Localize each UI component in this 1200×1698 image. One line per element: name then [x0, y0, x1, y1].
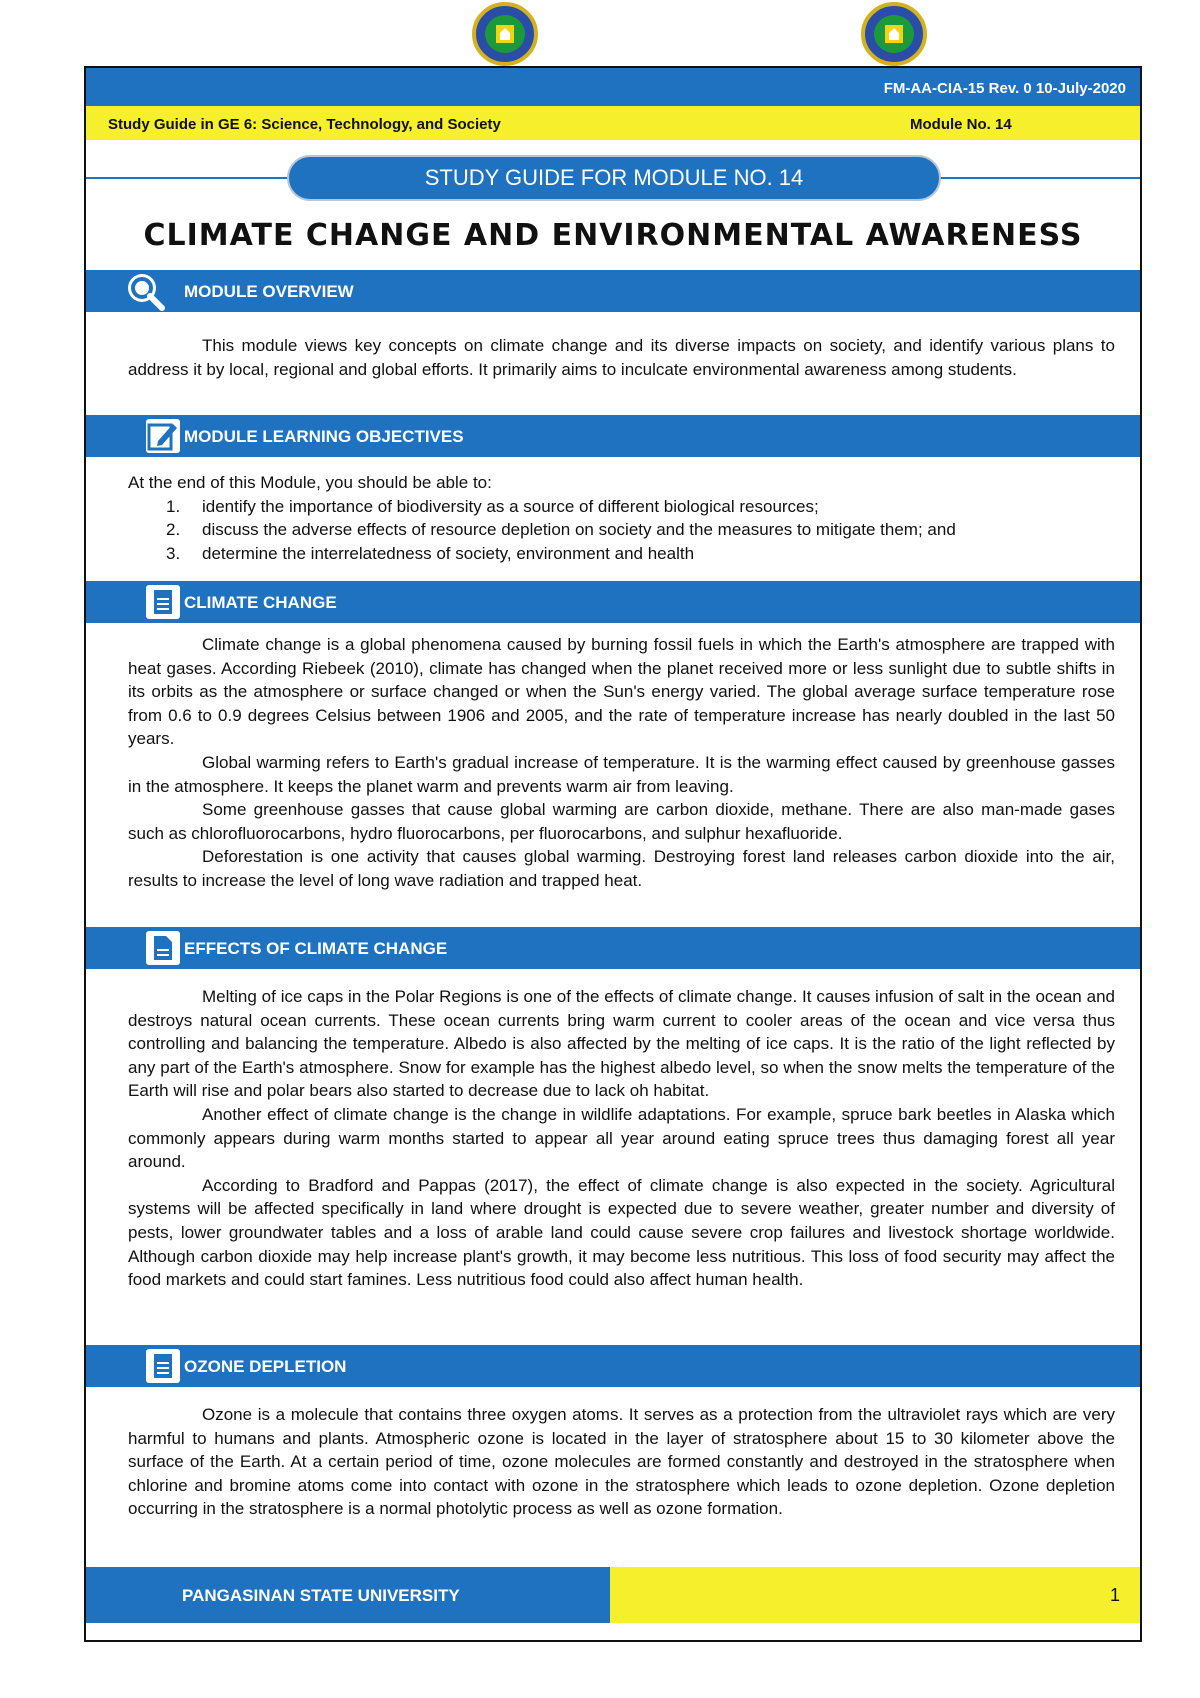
- paragraph: Deforestation is one activity that causes global warming. Destroying forest land releases carbon dioxide into the air, results to increase the level of long wave radiation and trapped heat.: [128, 847, 1115, 890]
- document-icon: [146, 931, 180, 965]
- module-number: Module No. 14: [910, 116, 1012, 133]
- guide-title: Study Guide in GE 6: Science, Technology, and Society: [108, 116, 501, 133]
- section-title: EFFECTS OF CLIMATE CHANGE: [184, 939, 448, 958]
- section-header-climate-change: [86, 581, 1140, 623]
- footer-page-bar: [610, 1567, 1140, 1623]
- list-item: 3. determine the interrelatedness of society, environment and health: [166, 543, 695, 563]
- section-header-objectives: [86, 415, 1140, 457]
- page-title: CLIMATE CHANGE AND ENVIRONMENTAL AWARENESS: [143, 218, 1083, 253]
- magnifier-icon: [124, 270, 166, 312]
- objectives-list: [128, 495, 1115, 566]
- form-code: FM-AA-CIA-15 Rev. 0 10-July-2020: [883, 80, 1126, 97]
- objectives-text: [128, 471, 1115, 565]
- effects-text: [128, 985, 1115, 1292]
- climate-change-text: [128, 633, 1115, 893]
- header-top-bar: [86, 68, 1140, 106]
- header-subject-bar: [86, 106, 1140, 140]
- list-item: 2. discuss the adverse effects of resource depletion on society and the measures to mitigate them; and: [166, 520, 956, 540]
- section-title: CLIMATE CHANGE: [184, 593, 337, 612]
- paragraph: Another effect of climate change is the change in wildlife adaptations. For example, spruce bark beetles in Alaska which commonly appears during warm months started to appear all year around eating spruce trees thus damaging forest all year around.: [128, 1104, 1115, 1172]
- page-number: 1: [1109, 1585, 1120, 1605]
- section-title: MODULE OVERVIEW: [184, 282, 354, 301]
- paragraph: Some greenhouse gasses that cause global warming are carbon dioxide, methane. There are also man-made gases such as chlorofluorocarbons, hydro fluorocarbons, per fluorocarbons, and sulphur hexafluoride.: [128, 800, 1115, 843]
- paragraph: Melting of ice caps in the Polar Regions is one of the effects of climate change. It causes infusion of salt in the ocean and destroys natural ocean currents. These ocean currents bring warm current to cooler areas of the ocean and vice versa thus controlling and balancing the temperature. Albedo is also affected by the melting of ice caps. It is the ratio of the light reflected by any part of the Earth's atmosphere. Snow for example has the highest albedo level, so when the snow melts the temperature of the Earth will rise and polar bears also started to decrease due to lack oh habitat.: [128, 987, 1115, 1101]
- module-banner: STUDY GUIDE FOR MODULE NO. 14: [287, 155, 941, 201]
- document-icon: [146, 1349, 180, 1383]
- document-icon: [146, 585, 180, 619]
- university-seal-left: [472, 2, 538, 66]
- section-header-ozone: [86, 1345, 1140, 1387]
- paragraph: Ozone is a molecule that contains three oxygen atoms. It serves as a protection from the ultraviolet rays which are very harmful to humans and plants. Atmospheric ozone is located in the layer of stratosphere about 15 to 30 kilometer above the surface of the Earth. At a certain period of time, ozone molecules are formed constantly and destroyed in the stratosphere when chlorine and bromine atoms come into contact with ozone in the stratosphere which leads to ozone depletion. Ozone depletion occurring in the stratosphere is a normal photolytic process as well as ozone formation.: [128, 1405, 1115, 1519]
- footer-university-bar: [86, 1567, 610, 1623]
- section-title: MODULE LEARNING OBJECTIVES: [184, 427, 464, 446]
- pencil-icon: [146, 419, 180, 453]
- overview-text: [128, 334, 1115, 381]
- university-seal-right: [861, 2, 927, 66]
- list-item: 1. identify the importance of biodiversity as a source of different biological resources;: [166, 496, 819, 516]
- paragraph: Global warming refers to Earth's gradual increase of temperature. It is the warming effect caused by greenhouse gasses in the atmosphere. It keeps the planet warm and prevents warm air from leaving.: [128, 752, 1115, 796]
- ozone-text: [128, 1403, 1115, 1521]
- paragraph: Climate change is a global phenomena caused by burning fossil fuels in which the Earth's atmosphere are trapped with heat gases. According Riebeek (2010), climate has changed when the planet received more or less sunlight due to subtle shifts in its orbits as the atmosphere or surface changed or when the Sun's energy varied. The global average surface temperature rose from 0.6 to 0.9 degrees Celsius between 1906 and 2005, and the rate of temperature increase has nearly doubled in the last 50 years.: [128, 635, 1115, 749]
- overview-paragraph: This module views key concepts on climate change and its diverse impacts on society, and identify various plans to address it by local, regional and global efforts. It primarily aims to inculcate environmental awareness among students.: [128, 336, 1115, 379]
- university-name: PANGASINAN STATE UNIVERSITY: [182, 1586, 460, 1605]
- paragraph: According to Bradford and Pappas (2017), the effect of climate change is also expected in the society. Agricultural systems will be affected specifically in land where drought is expected due to severe weather, greater number and diversity of pests, lower groundwater tables and a loss of arable land could cause severe crop failures and livestock shortage worldwide. Although carbon dioxide may help increase plant's growth, it may become less nutritious. This loss of food security may affect the food markets and could start famines. Less nutritious food could also affect human health.: [128, 1175, 1115, 1290]
- section-header-effects: [86, 927, 1140, 969]
- section-title: OZONE DEPLETION: [184, 1357, 347, 1376]
- section-header-overview: [86, 270, 1140, 312]
- objectives-intro: At the end of this Module, you should be able to:: [128, 473, 492, 492]
